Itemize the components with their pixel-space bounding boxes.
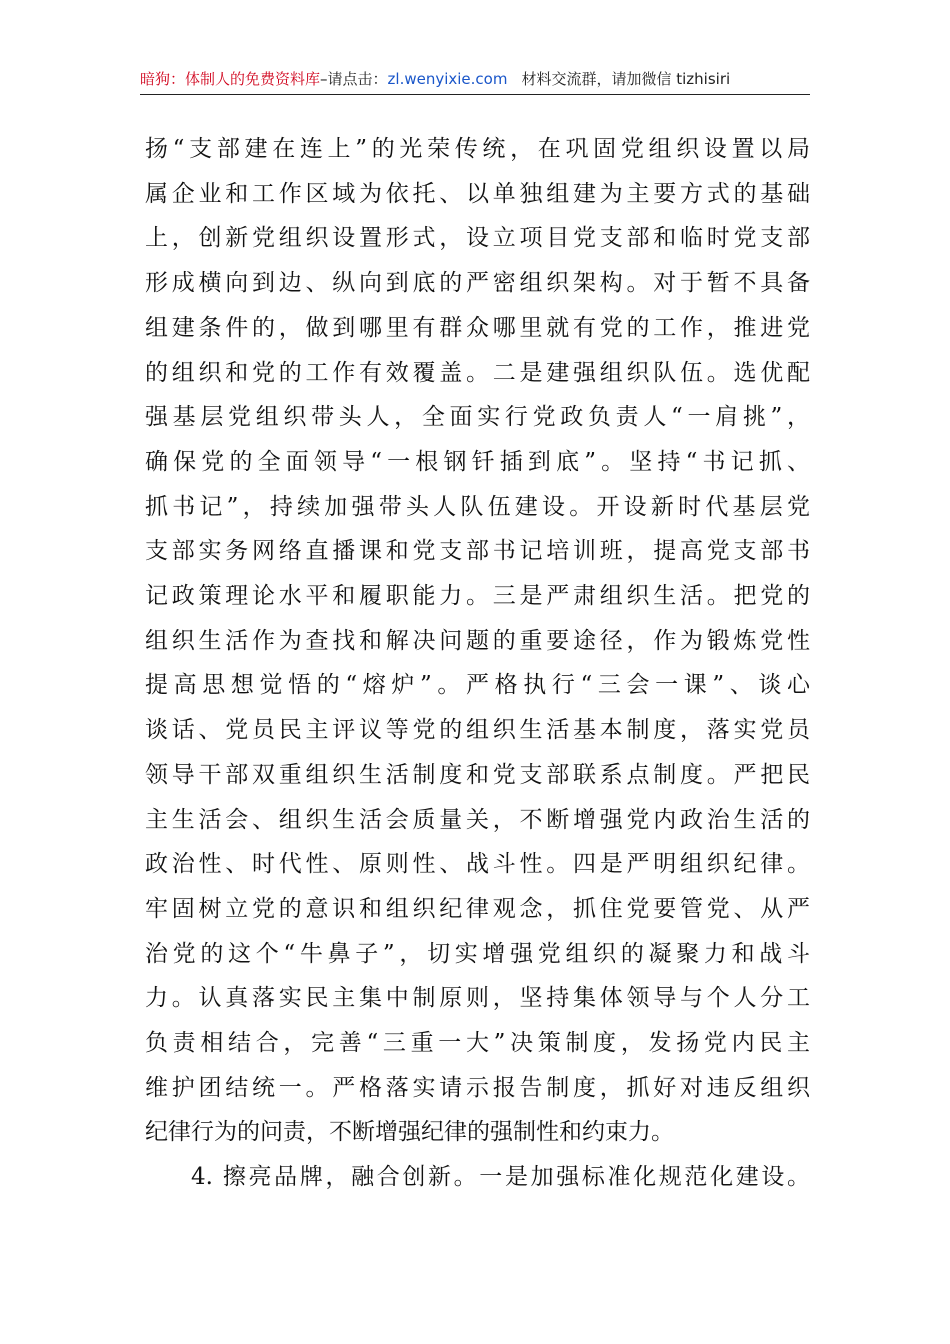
paragraph-line: 形成横向到边、纵向到底的严密组织架构。对于暂不具备 — [145, 270, 810, 297]
paragraph-line: 支部实务网络直播课和党支部书记培训班，提高党支部书 — [145, 538, 810, 565]
paragraph-line: 记政策理论水平和履职能力。三是严肃组织生活。把党的 — [145, 583, 810, 610]
paragraph-line: 治党的这个“牛鼻子”，切实增强党组织的凝聚力和战斗 — [145, 940, 810, 967]
header-contact: 材料交流群，请加微信 tizhisiri — [521, 70, 731, 88]
paragraph-line: 力。认真落实民主集中制原则，坚持集体领导与个人分工 — [145, 985, 810, 1012]
paragraph-line: 组织生活作为查找和解决问题的重要途径，作为锻炼党性 — [145, 627, 810, 654]
paragraph-line: 强基层党组织带头人，全面实行党政负责人“一肩挑”， — [145, 404, 810, 431]
paragraph-line: 负责相结合，完善“三重一大”决策制度，发扬党内民主 — [145, 1030, 810, 1057]
paragraph-last-line: 纪律行为的问责，不断增强纪律的强制性和约束力。 — [145, 1119, 674, 1146]
paragraph-line: 主生活会、组织生活会质量关，不断增强党内政治生活的 — [145, 806, 810, 833]
paragraph-line: 政治性、时代性、原则性、战斗性。四是严明组织纪律。 — [145, 851, 810, 878]
section-heading-line: 4. 擦亮品牌，融合创新。一是加强标准化规范化建设。 — [191, 1164, 810, 1191]
paragraph-line: 属企业和工作区域为依托、以单独组建为主要方式的基础 — [145, 180, 810, 207]
paragraph-line: 抓书记”，持续加强带头人队伍建设。开设新时代基层党 — [145, 493, 810, 520]
paragraph-line: 维护团结统一。严格落实请示报告制度，抓好对违反组织 — [145, 1074, 810, 1101]
page-header — [140, 68, 810, 95]
paragraph-line: 牢固树立党的意识和组织纪律观念，抓住党要管党、从严 — [145, 895, 810, 922]
paragraph-line: 领导干部双重组织生活制度和党支部联系点制度。严把民 — [145, 761, 810, 788]
header-prompt: –请点击： — [320, 70, 388, 88]
header-link[interactable]: zl.wenyixie.com — [387, 70, 508, 88]
paragraph-line: 组建条件的，做到哪里有群众哪里就有党的工作，推进党 — [145, 314, 810, 341]
paragraph-line: 扬“支部建在连上”的光荣传统，在巩固党组织设置以局 — [145, 136, 810, 162]
document-body — [145, 127, 810, 1200]
header-brand: 暗狗：体制人的免费资料库 — [140, 70, 321, 88]
paragraph-line: 上，创新党组织设置形式，设立项目党支部和临时党支部 — [145, 225, 810, 252]
paragraph-line: 提高思想觉悟的“熔炉”。严格执行“三会一课”、谈心 — [145, 672, 810, 699]
paragraph-line: 谈话、党员民主评议等党的组织生活基本制度，落实党员 — [145, 717, 810, 744]
paragraph-line: 的组织和党的工作有效覆盖。二是建强组织队伍。选优配 — [145, 359, 810, 386]
paragraph-line: 确保党的全面领导“一根钢钎插到底”。坚持“书记抓、 — [145, 448, 810, 475]
